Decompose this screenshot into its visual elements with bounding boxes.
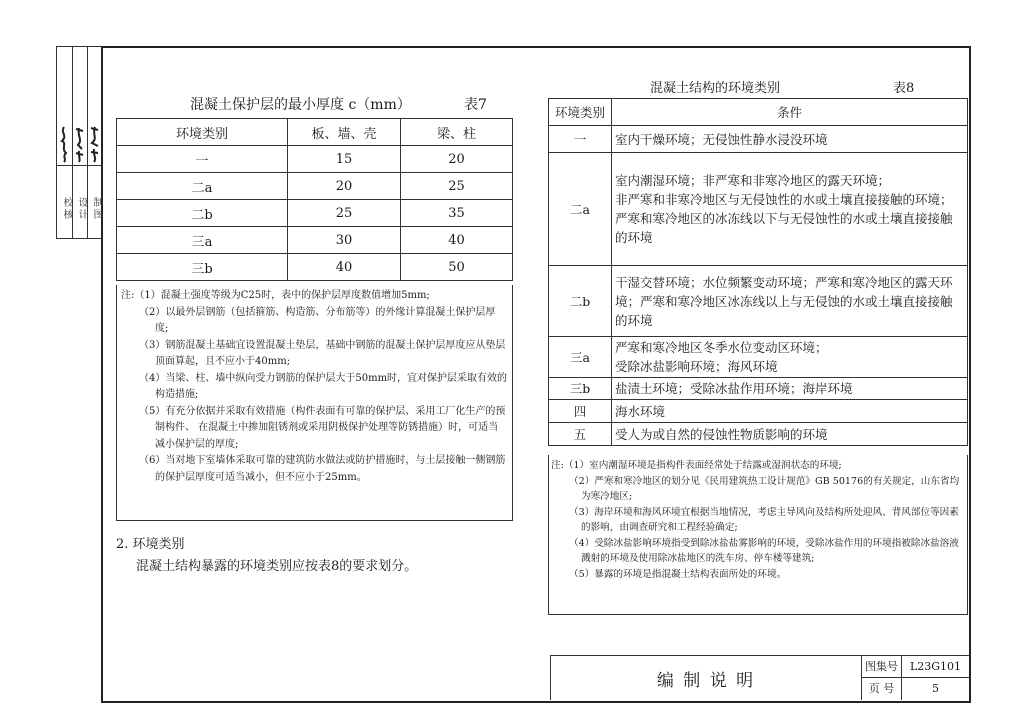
table7-cell: 35 <box>401 200 513 227</box>
signature-mark-3 <box>88 125 101 163</box>
table8-line: 受除冰盐影响环境；海风环境 <box>615 359 778 374</box>
strip-label-3: 制图 <box>91 197 102 221</box>
atlas-value: L23G101 <box>901 656 969 678</box>
table8-notes <box>548 455 968 615</box>
table7-number: 表7 <box>464 97 487 113</box>
table8-condition <box>612 153 968 266</box>
table-row <box>117 146 513 173</box>
table7-note: （6）当对地下室墙体采取可靠的建筑防水做法或防护措施时，与土层接触一侧钢筋的保护层厚度可适当减小，但不应小于25mm。 <box>139 455 506 483</box>
table-row <box>549 378 968 400</box>
table8-category: 三a <box>549 337 612 378</box>
table7-cell: 25 <box>288 200 401 227</box>
section-text: 混凝土结构暴露的环境类别应按表8的要求划分。 <box>136 559 418 574</box>
table7-cell: 一 <box>117 146 288 173</box>
table8-category: 二a <box>549 153 612 266</box>
title-block-title: 编 制 说 明 <box>656 670 756 691</box>
table8-title: 混凝土结构的环境类别 <box>650 81 781 96</box>
table-row <box>117 227 513 254</box>
table7-cell: 二a <box>117 173 288 200</box>
table8-category: 三b <box>549 378 612 400</box>
table-row <box>549 423 968 446</box>
table8-header-row <box>549 99 968 126</box>
signature-strip <box>56 46 101 239</box>
table7-notes <box>116 285 513 521</box>
table8-condition: 室内干燥环境；无侵蚀性静水浸没环境 <box>612 126 968 153</box>
table7-cell: 二b <box>117 200 288 227</box>
table7-cell: 三a <box>117 227 288 254</box>
table8-note: （2）严寒和寒冷地区的划分见《民用建筑热工设计规范》GB 50176的有关规定，山东省均为寒冷地区; <box>569 475 960 502</box>
table7 <box>116 118 513 281</box>
table8-condition: 受人为或自然的侵蚀性物质影响的环境 <box>612 423 968 446</box>
table-row <box>549 400 968 423</box>
table8-condition <box>612 337 968 378</box>
table7-note: （3）钢筋混凝土基础宜设置混凝土垫层，基础中钢筋的混凝土保护层厚度应从垫层顶面算起，且不应小于40mm; <box>139 339 506 367</box>
table7-header: 板、墙、壳 <box>288 119 401 146</box>
signature-mark-2 <box>73 125 86 163</box>
table7-cell: 25 <box>401 173 513 200</box>
table-row <box>117 200 513 227</box>
table8-note: （4）受除冰盐影响环境指受到除冰盐盐雾影响的环境，受除冰盐作用的环境指被除冰盐溶液溅射的环境及使用除冰盐地区的洗车房、停车楼等建筑; <box>569 537 959 564</box>
table7-header: 梁、柱 <box>401 119 513 146</box>
table7-cell: 50 <box>401 254 513 281</box>
strip-label-2: 设计 <box>76 197 87 221</box>
table8-line: 严寒和寒冷地区的冰冻线以下与无侵蚀性的水或土壤直接接触的环境 <box>615 211 953 245</box>
table7-note: （4）当梁、柱、墙中纵向受力钢筋的保护层大于50mm时，宜对保护层采取有效的构造措施; <box>139 372 508 400</box>
table7-cell: 20 <box>401 146 513 173</box>
table7-cell: 15 <box>288 146 401 173</box>
table7-cell: 40 <box>288 254 401 281</box>
table7-header: 环境类别 <box>117 119 288 146</box>
table7-cell: 30 <box>288 227 401 254</box>
table7-header-row <box>117 119 513 146</box>
table8-header: 环境类别 <box>549 99 612 126</box>
signature-mark-1 <box>58 125 71 163</box>
table8-category: 二b <box>549 266 612 337</box>
table-row <box>549 337 968 378</box>
table-row <box>549 153 968 266</box>
table7-cell: 20 <box>288 173 401 200</box>
table8-condition: 海水环境 <box>612 400 968 423</box>
table8-header: 条件 <box>612 99 968 126</box>
table8-condition: 干湿交替环境；水位频繁变动环境；严寒和寒冷地区的露天环境；严寒和寒冷地区冰冻线以上与无侵蚀的水或土壤直接接触的环境 <box>612 266 968 337</box>
table-row <box>549 126 968 153</box>
table8-note: 注:（1）室内潮湿环境是指构件表面经常处于结露或湿润状态的环境; <box>551 460 842 471</box>
page-label: 页 号 <box>861 678 901 700</box>
table7-cell: 40 <box>401 227 513 254</box>
table8-number: 表8 <box>893 81 915 96</box>
table7-note: （2）以最外层钢筋（包括箍筋、构造筋、分布筋等）的外缘计算混凝土保护层厚度; <box>139 306 496 334</box>
table-row <box>549 266 968 337</box>
atlas-label: 图集号 <box>861 656 901 678</box>
table-row <box>117 254 513 281</box>
table8-category: 一 <box>549 126 612 153</box>
table7-title: 混凝土保护层的最小厚度 c（mm） <box>190 97 411 113</box>
table8-condition: 盐渍土环境；受除冰盐作用环境；海岸环境 <box>612 378 968 400</box>
table-row <box>117 173 513 200</box>
table7-note: 注:（1）混凝土强度等级为C25时，表中的保护层厚度数值增加5mm; <box>121 290 430 301</box>
table7-note: （5）有充分依据并采取有效措施（构件表面有可靠的保护层、采用工厂化生产的预制构件、 在混凝土中掺加阻锈剂或采用阴极保护处理等防锈措施）时，可适当减小保护层的厚度; <box>139 405 506 450</box>
table7-cell: 三b <box>117 254 288 281</box>
table8 <box>548 98 968 446</box>
table8-line: 室内潮湿环境；非严寒和非寒冷地区的露天环境； <box>615 173 891 188</box>
table8-category: 五 <box>549 423 612 446</box>
strip-label-1: 校核 <box>61 197 72 221</box>
table8-line: 严寒和寒冷地区冬季水位变动区环境； <box>615 340 828 355</box>
title-block <box>550 655 969 700</box>
section-heading: 2. 环境类别 <box>116 537 185 552</box>
table8-note: （3）海岸环境和海风环境宜根据当地情况，考虑主导风向及结构所处迎风、背风部位等因素的影响，由调查研究和工程经验确定; <box>569 506 959 533</box>
table8-line: 非严寒和非寒冷地区与无侵蚀性的水或土壤直接接触的环境； <box>615 192 953 207</box>
table8-note: （5）暴露的环境是指混凝土结构表面所处的环境。 <box>569 568 787 580</box>
table8-category: 四 <box>549 400 612 423</box>
page-value: 5 <box>901 678 969 700</box>
